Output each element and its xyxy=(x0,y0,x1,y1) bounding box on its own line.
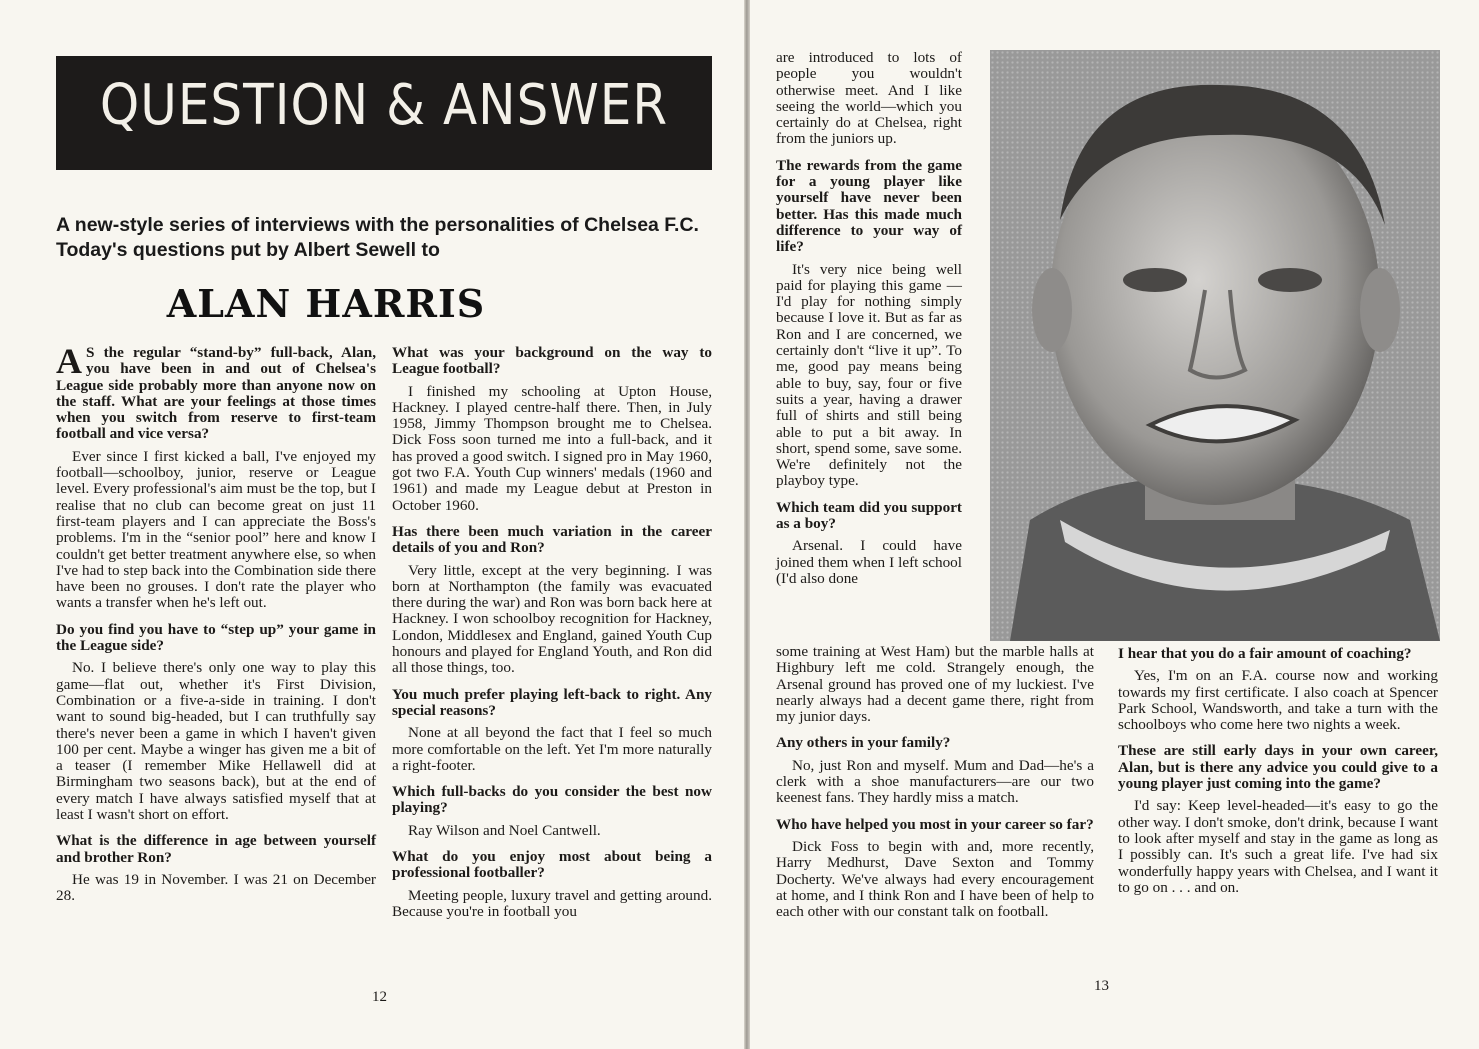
question-paragraph: Do you find you have to “step up” your game in the League side? xyxy=(56,620,376,655)
column-left-1 xyxy=(56,341,376,915)
answer-paragraph: Meeting people, luxury travel and getting around. Because you're in football you xyxy=(392,886,712,920)
question-paragraph: I hear that you do a fair amount of coaching? xyxy=(1118,645,1412,662)
answer-paragraph: Dick Foss to begin with and, more recently, Harry Medhurst, Dave Sexton and Tommy Docherty. We've always had every encouragement at home, and I think Ron and I have been of help to each other with our constant talk on football. xyxy=(776,837,1094,921)
question-paragraph: What was your background on the way to League football? xyxy=(392,344,712,378)
answer-paragraph: I finished my schooling at Upton House, Hackney. I played centre-half there. Then, in July 1958, Jimmy Thompson brought me to Chelsea. Dick Foss soon turned me into a full-back, and it has proved a good switch. I signed pro in May 1960, got two F.A. Youth Cup winners' medals (1960 and 1961) and made my League debut at Preston in October 1960. xyxy=(392,382,712,514)
question-paragraph: Who have helped you most in your career so far? xyxy=(776,815,1094,833)
column-left-2 xyxy=(392,345,712,930)
answer-paragraph: It's very nice being well paid for playing this game — I'd play for nothing simply because I love it. But as far as Ron and I are concerned, we certainly don't “live it up”. To me, good pay means being able to buy, say, four or five suits a year, having a drawer full of shirts and still being able to put a bit away. In short, spend some, save some. We're definitely not the playboy type. xyxy=(776,260,962,490)
portrait-photo-icon xyxy=(990,50,1440,641)
page-number-right: 13 xyxy=(1094,978,1109,994)
intro-text: A new-style series of interviews with the personalities of Chelsea F.C. Today's questions put by Albert Sewell to xyxy=(56,214,699,261)
page-number-left: 12 xyxy=(372,989,387,1005)
banner-title: QUESTION & ANSWER xyxy=(99,72,669,138)
question-paragraph: Any others in your family? xyxy=(776,734,951,752)
subject-name: ALAN HARRIS xyxy=(166,281,486,326)
question-paragraph: Which team did you support as a boy? xyxy=(776,498,962,533)
question-paragraph: AS the regular “stand-by” full-back, Alan, you have been in and out of Chelsea's League side probably more than anyone now on the staff. What are your feelings at those times when you switch from reserve to first-team football and vice versa? xyxy=(56,341,376,443)
question-paragraph: What do you enjoy most about being a professional footballer? xyxy=(392,848,712,882)
page-gutter xyxy=(744,0,750,1049)
answer-paragraph: Very little, except at the very beginning. I was born at Northampton (the family was evacuated there during the war) and Ron was born back here at Hackney. I won schoolboy recognition for Hackney, London, Middlesex and England, gained Youth Cup honours and played for England Youth, and Ron did all those things, too. xyxy=(392,561,712,677)
question-paragraph: Which full-backs do you consider the best now playing? xyxy=(392,783,712,817)
answer-paragraph: He was 19 in November. I was 21 on December 28. xyxy=(56,870,376,905)
title-banner xyxy=(56,56,712,170)
column-right-1 xyxy=(776,50,962,597)
answer-paragraph: No, just Ron and myself. Mum and Dad—he's a clerk with a shoe manufacturers—are our two keenest fans. They hardly miss a match. xyxy=(776,756,1094,807)
column-right-2 xyxy=(1118,646,1438,906)
question-paragraph: The rewards from the game for a young player like yourself have never been better. Has this made much difference to your way of life? xyxy=(776,156,962,256)
column-right-1-continued xyxy=(776,644,1094,930)
answer-paragraph: No. I believe there's only one way to play this game—flat out, whether it's First Division, Combination or a five-a-side in training. I don't want to sound big-headed, but I can truthfully say there's never been a game in which I haven't given 100 per cent. Maybe a winger has given me a bit of a teaser (I remember Mike Hellawell did at Birmingham two seasons back), but at the end of every match I have always satisfied myself that at least I wasn't short on effort. xyxy=(56,659,376,824)
portrait-photo xyxy=(990,50,1440,641)
answer-paragraph: some training at West Ham) but the marble halls at Highbury left me cold. Strangely enough, the Arsenal ground has proved one of my luckiest. I've nearly always had a decent game there, right from my junior days. xyxy=(776,643,1094,726)
answer-paragraph: Yes, I'm on an F.A. course now and working towards my first certificate. I also coach at Spencer Park School, Wandsworth, and take a turn with the schoolboys who come here two nights a week. xyxy=(1118,667,1438,734)
answer-paragraph: None at all beyond the fact that I feel so much more comfortable on the left. Yet I'm more naturally a right-footer. xyxy=(392,724,712,774)
answer-paragraph: are introduced to lots of people you wouldn't otherwise meet. And I like seeing the world—which you certainly do at Chelsea, right from the juniors up. xyxy=(776,49,962,148)
answer-paragraph: Arsenal. I could have joined them when I left school (I'd also done xyxy=(776,537,962,587)
question-paragraph: Has there been much variation in the career details of you and Ron? xyxy=(392,522,712,557)
question-paragraph: You much prefer playing left-back to right. Any special reasons? xyxy=(392,685,712,719)
question-paragraph: What is the difference in age between yourself and brother Ron? xyxy=(56,832,376,866)
answer-paragraph: Ever since I first kicked a ball, I've enjoyed my football—schoolboy, junior, reserve or League level. Every professional's aim must be the top, but I realise that no club can become great on just 11 first-team players and I can appreciate the Boss's problems. I'm in the “senior pool” here and know I couldn't get better treatment anywhere else, so when I've had to step back into the Combination side there have been no grouses. I don't rate the player who wants a transfer when he's left out. xyxy=(56,447,376,612)
answer-paragraph: I'd say: Keep level-headed—it's easy to go the other way. I don't smoke, don't drink, because I want to look after myself and stay in the game as long as I possibly can. It's such a great life. I've had six wonderfully happy years with Chelsea, and I want it to go on . . . and on. xyxy=(1118,797,1438,896)
question-paragraph: These are still early days in your own career, Alan, but is there any advice you could give to a young player just coming into the game? xyxy=(1118,742,1438,793)
answer-paragraph: Ray Wilson and Noel Cantwell. xyxy=(408,821,601,839)
